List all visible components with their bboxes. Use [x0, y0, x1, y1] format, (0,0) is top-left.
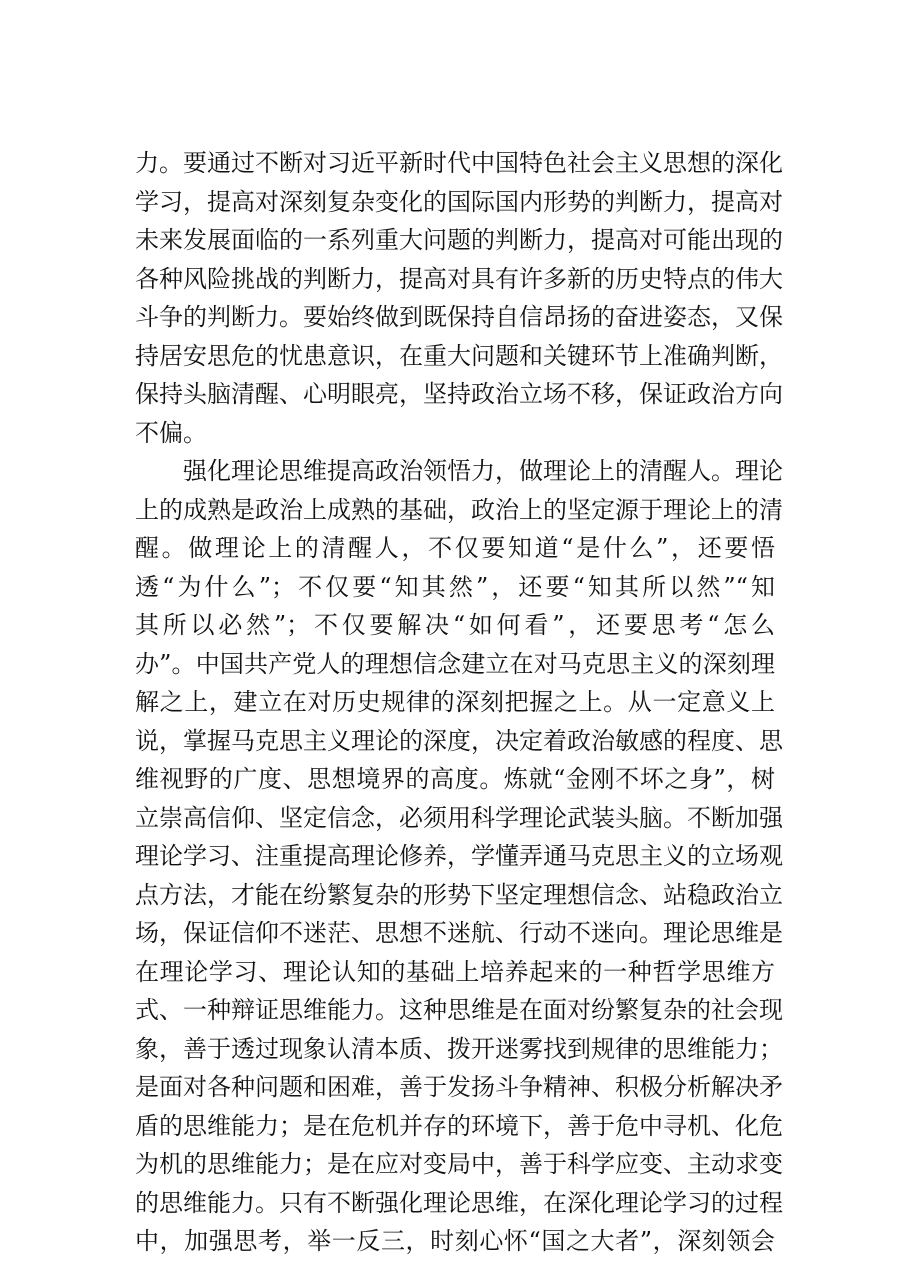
text-line: 办”。中国共产党人的理想信念建立在对马克思主义的深刻理 [135, 649, 775, 678]
paragraph-1 [135, 144, 783, 452]
text-line: 维视野的广度、思想境界的高度。炼就“金刚不坏之身”，树 [135, 765, 775, 793]
text-line: 解之上，建立在对历史规律的深刻把握之上。从一定意义上 [135, 688, 775, 716]
text-line: 斗争的判断力。要始终做到既保持自信昂扬的奋进姿态，又保 [135, 303, 783, 331]
paragraph-2 [135, 452, 783, 1261]
text-line: 学习，提高对深刻复杂变化的国际国内形势的判断力，提高对 [135, 187, 783, 216]
text-line: 点方法，才能在纷繁复杂的形势下坚定理想信念、站稳政治立 [135, 880, 783, 909]
text-line: 醒。做理论上的清醒人，不仅要知道“是什么”，还要悟 [135, 534, 775, 562]
text-line: 在理论学习、理论认知的基础上培养起来的一种哲学思维方 [135, 957, 775, 986]
text-line: 为机的思维能力；是在应对变局中，善于科学应变、主动求变 [135, 1150, 783, 1178]
text-line: 的思维能力。只有不断强化理论思维，在深化理论学习的过程 [135, 1188, 783, 1217]
text-line: 未来发展面临的一系列重大问题的判断力，提高对可能出现的 [135, 226, 783, 254]
text-line: 说，掌握马克思主义理论的深度，决定着政治敏感的程度、思 [135, 726, 783, 755]
text-line: 象，善于透过现象认清本质、拨开迷雾找到规律的思维能力； [135, 1034, 783, 1063]
text-line: 持居安思危的忧患意识，在重大问题和关键环节上准确判断， [135, 341, 783, 370]
text-line: 盾的思维能力；是在危机并存的环境下，善于危中寻机、化危 [135, 1111, 783, 1140]
text-line: 是面对各种问题和困难，善于发扬斗争精神、积极分析解决矛 [135, 1073, 783, 1101]
text-line: 上的成熟是政治上成熟的基础，政治上的坚定源于理论上的清 [135, 495, 783, 524]
text-line: 透“为什么”；不仅要“知其然”，还要“知其所以然”“知 [135, 572, 775, 601]
text-line: 强化理论思维提高政治领悟力，做理论上的清醒人。理论 [183, 457, 783, 485]
text-line: 场，保证信仰不迷茫、思想不迷航、行动不迷向。理论思维是 [135, 919, 783, 947]
text-line: 各种风险挑战的判断力，提高对具有许多新的历史特点的伟大 [135, 264, 783, 293]
text-line: 理论学习、注重提高理论修养，学懂弄通马克思主义的立场观 [135, 842, 783, 870]
document-body [135, 144, 783, 1261]
text-line: 式、一种辩证思维能力。这种思维是在面对纷繁复杂的社会现 [135, 996, 783, 1024]
text-line: 中，加强思考，举一反三，时刻心怀“国之大者”，深刻领会 [135, 1227, 775, 1255]
text-line: 保持头脑清醒、心明眼亮，坚持政治立场不移，保证政治方向 [135, 380, 783, 408]
text-line: 力。要通过不断对习近平新时代中国特色社会主义思想的深化 [135, 149, 783, 177]
text-line: 不偏。 [135, 418, 207, 447]
text-line: 立崇高信仰、坚定信念，必须用科学理论武装头脑。不断加强 [135, 803, 783, 832]
text-line: 其所以必然”；不仅要解决“如何看”，还要思考“怎么 [135, 611, 775, 639]
